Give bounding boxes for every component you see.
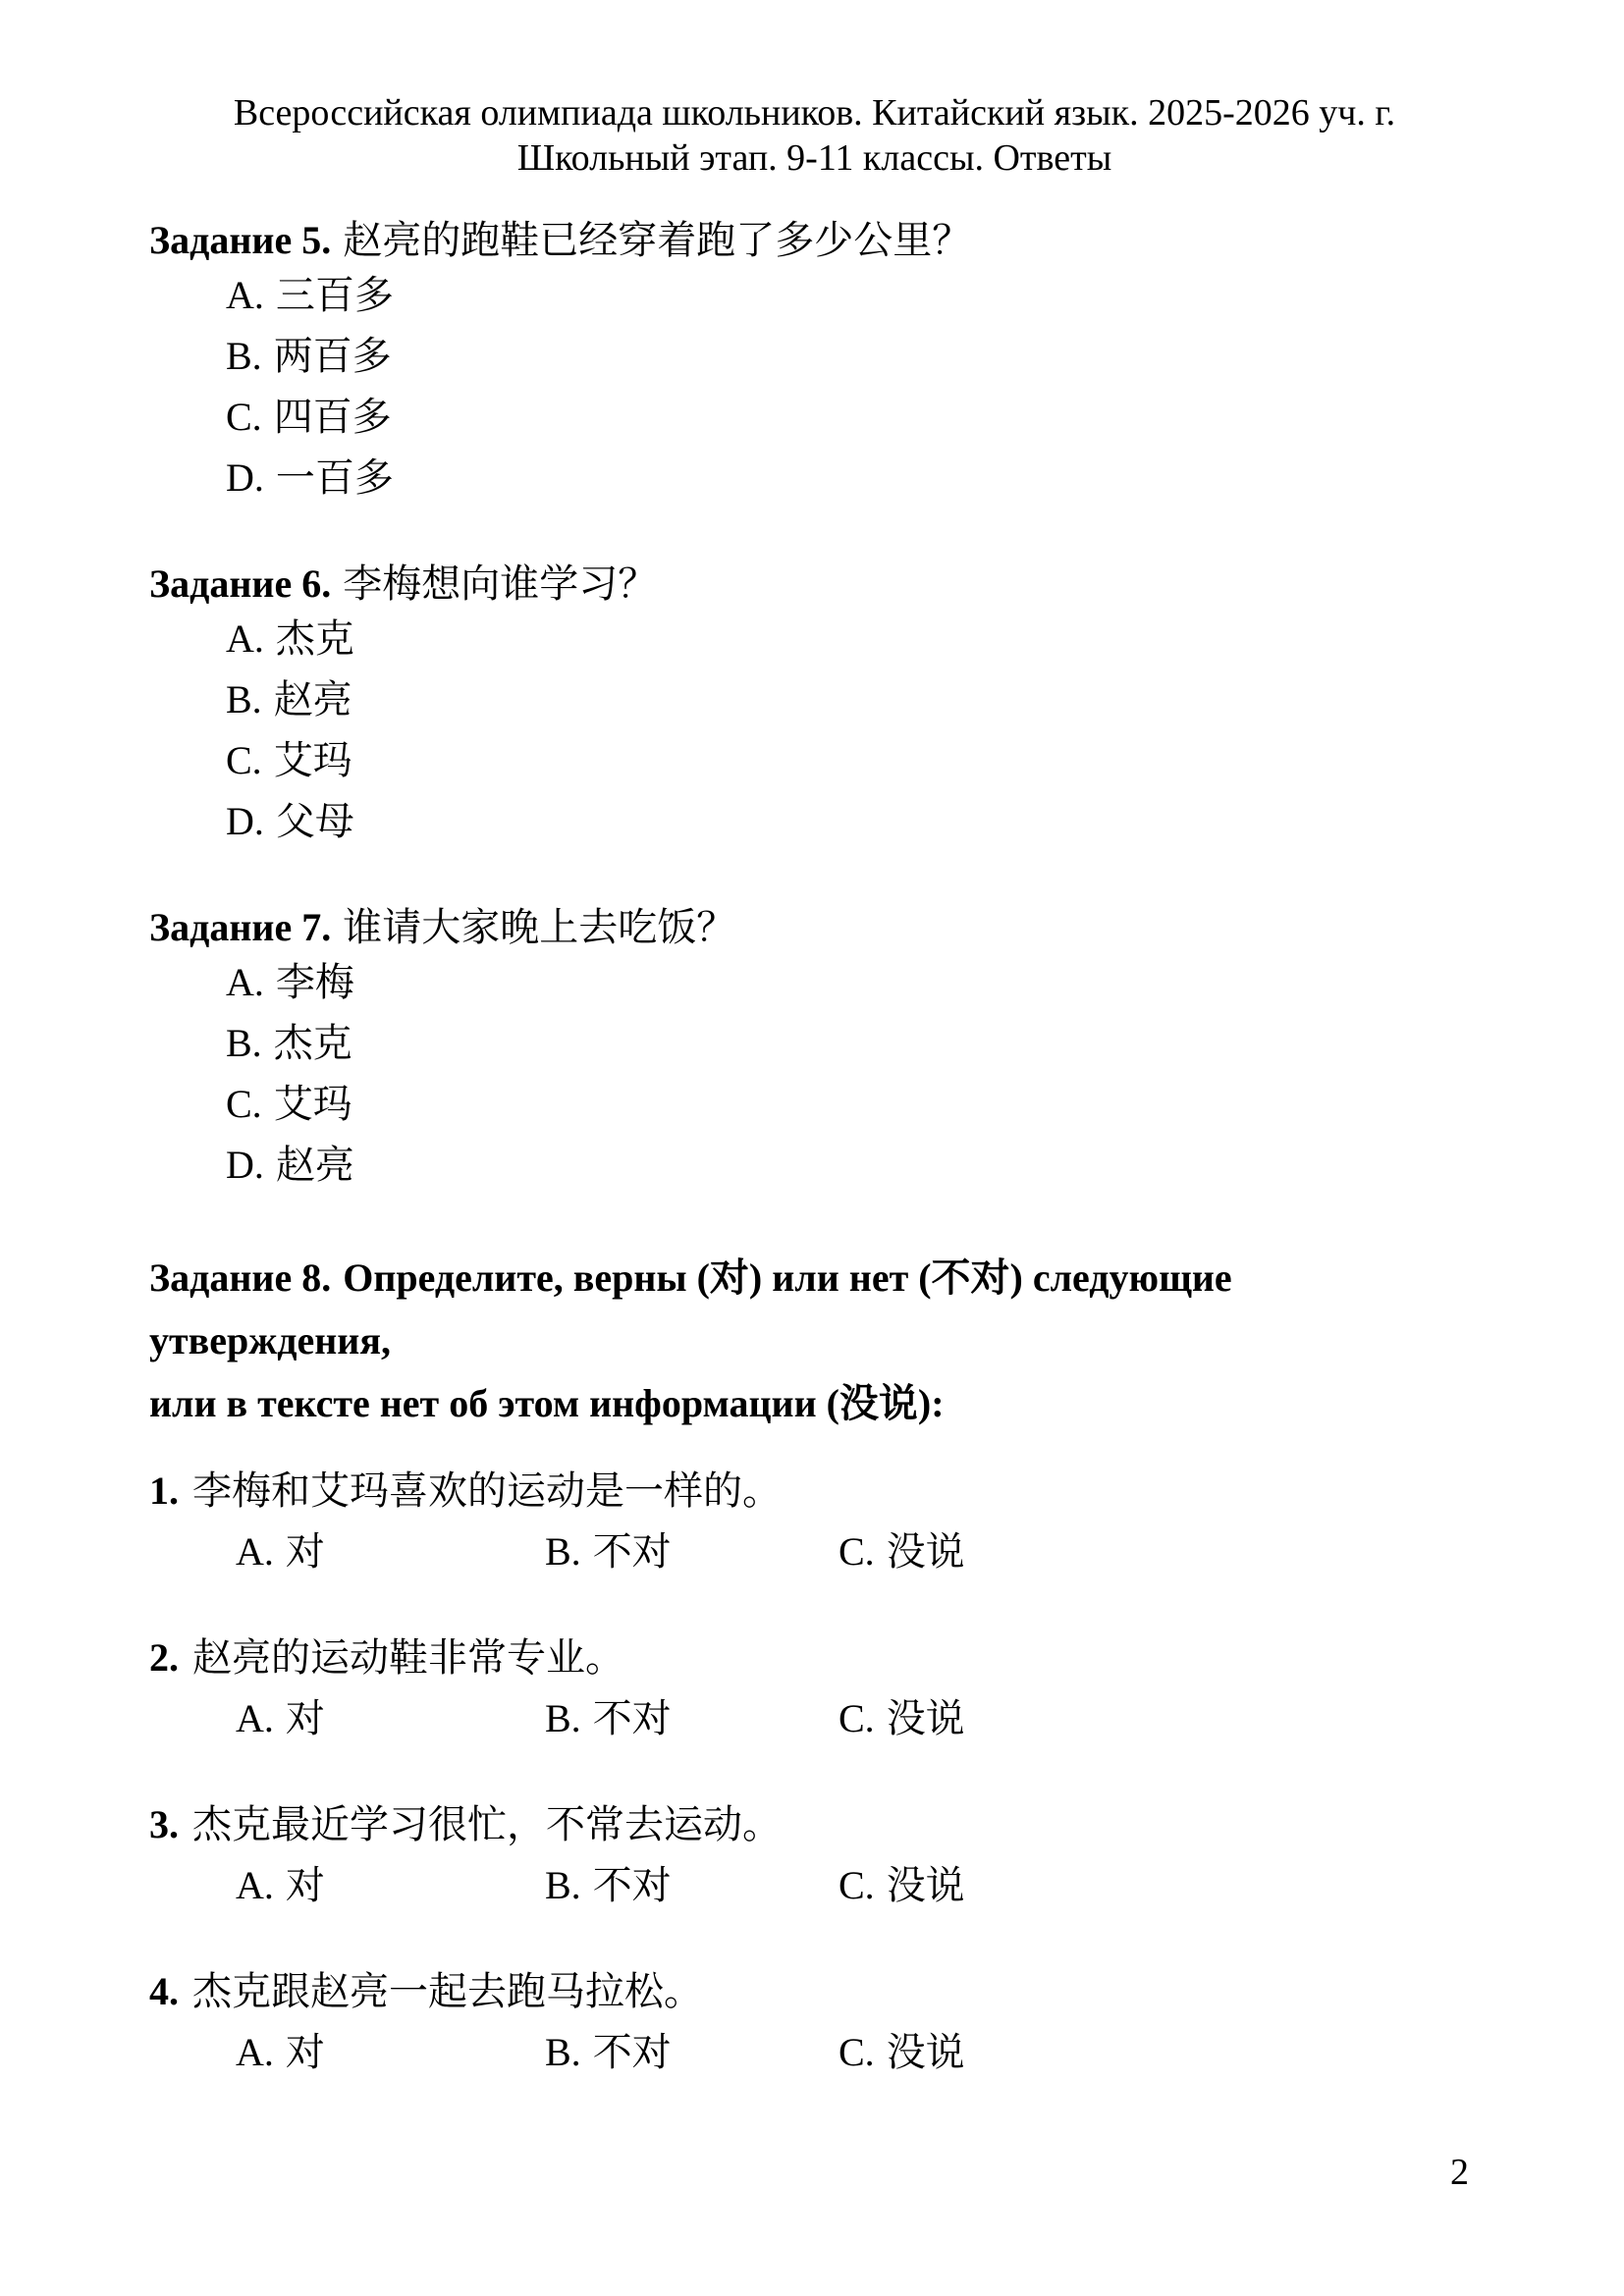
statement-1-option-c [839, 1529, 965, 1575]
option-text: 两百多 [273, 334, 392, 378]
task-7-title [149, 903, 1480, 952]
statement-1-text [149, 1468, 1480, 1514]
option-text: 杰克 [273, 1021, 352, 1065]
statement-number: 3. [149, 1802, 179, 1846]
statement-text: 杰克最近学习很忙，不常去运动。 [192, 1802, 782, 1846]
statement-4-option-c [839, 2030, 965, 2075]
statement-2-text [149, 1635, 1480, 1681]
tasks-section [149, 216, 1480, 2075]
statement-1-option-a [236, 1529, 545, 1575]
option-letter: B. [226, 677, 262, 721]
option-letter: A. [236, 1863, 274, 1907]
option-letter: B. [226, 1021, 262, 1065]
statement-3-options [149, 1863, 1480, 1908]
option-text: 没说 [886, 2030, 965, 2074]
option-text: 不对 [592, 1863, 672, 1907]
option-letter: B. [545, 1529, 581, 1574]
task-6-title [149, 560, 1480, 609]
statement-1 [149, 1468, 1480, 1575]
task-7 [149, 903, 1480, 1196]
header-line-1: Всероссийская олимпиада школьников. Китайский язык. 2025-2026 уч. г. [233, 92, 1396, 133]
statement-number: 2. [149, 1635, 179, 1680]
option-text: 杰克 [275, 616, 354, 661]
statement-4 [149, 1969, 1480, 2075]
task-7-label: Задание 7. [149, 905, 332, 949]
option-text: 父母 [275, 799, 354, 843]
task-6-option-a [226, 609, 1480, 669]
task-6-options [149, 609, 1480, 852]
task-7-option-d [226, 1135, 1480, 1196]
option-text: 对 [285, 2030, 325, 2074]
option-text: 四百多 [273, 395, 392, 439]
statement-2-option-b [545, 1696, 839, 1741]
task-7-question: 谁请大家晚上去吃饭？ [343, 905, 736, 949]
statement-1-options [149, 1529, 1480, 1575]
statement-2-option-a [236, 1696, 545, 1741]
statement-text: 李梅和艾玛喜欢的运动是一样的。 [192, 1468, 782, 1513]
task-8-title-line-2 [149, 1372, 1480, 1435]
statement-2-options [149, 1696, 1480, 1741]
statement-text: 赵亮的运动鞋非常专业。 [192, 1635, 624, 1680]
task-6-option-d [226, 791, 1480, 852]
task-5-option-d [226, 448, 1480, 508]
document-header [149, 90, 1480, 181]
task-5-question: 赵亮的跑鞋已经穿着跑了多少公里？ [343, 218, 972, 262]
task-7-option-b [226, 1013, 1480, 1074]
option-text: 没说 [886, 1696, 965, 1740]
statement-text: 杰克跟赵亮一起去跑马拉松。 [192, 1969, 703, 2013]
task-5-option-a [226, 265, 1480, 326]
task-5-options [149, 265, 1480, 508]
option-text: 对 [285, 1529, 325, 1574]
statement-3-text [149, 1802, 1480, 1847]
task-8-title-line-1 [149, 1247, 1480, 1372]
option-text: 不对 [592, 1696, 672, 1740]
statement-3-option-c [839, 1863, 965, 1908]
task-5-option-b [226, 326, 1480, 387]
option-letter: C. [839, 1529, 875, 1574]
statement-4-option-a [236, 2030, 545, 2075]
task-6-option-c [226, 730, 1480, 791]
option-letter: A. [226, 616, 264, 661]
option-text: 不对 [592, 1529, 672, 1574]
task-6-option-b [226, 669, 1480, 730]
task-8-statements [149, 1468, 1480, 2075]
option-letter: B. [545, 1696, 581, 1740]
statement-3 [149, 1802, 1480, 1908]
option-text: 没说 [886, 1529, 965, 1574]
task-8-instruction-part-2: или в тексте нет об этом информации (没说): [149, 1381, 945, 1425]
page-number: 2 [1450, 2152, 1469, 2193]
option-letter: D. [226, 799, 264, 843]
option-letter: C. [839, 2030, 875, 2074]
option-letter: A. [236, 2030, 274, 2074]
option-letter: C. [839, 1863, 875, 1907]
option-text: 赵亮 [273, 677, 352, 721]
header-line-2: Школьный этап. 9-11 классы. Ответы [516, 137, 1112, 179]
task-5-label: Задание 5. [149, 218, 332, 262]
task-8 [149, 1247, 1480, 1435]
option-letter: D. [226, 455, 264, 500]
option-letter: C. [226, 738, 262, 782]
option-letter: D. [226, 1143, 264, 1187]
option-letter: A. [236, 1696, 274, 1740]
statement-3-option-b [545, 1863, 839, 1908]
statement-4-option-b [545, 2030, 839, 2075]
option-letter: A. [226, 960, 264, 1004]
statement-2 [149, 1635, 1480, 1741]
statement-3-option-a [236, 1863, 545, 1908]
option-letter: B. [545, 2030, 581, 2074]
task-8-instruction-part-1: Определите, верны (对) или нет (不对) следующие утверждения, [149, 1255, 1232, 1362]
task-5-title [149, 216, 1480, 265]
option-text: 艾玛 [273, 738, 352, 782]
statement-4-text [149, 1969, 1480, 2014]
statement-2-option-c [839, 1696, 965, 1741]
option-letter: A. [236, 1529, 274, 1574]
option-text: 对 [285, 1696, 325, 1740]
statement-1-option-b [545, 1529, 839, 1575]
task-7-option-c [226, 1074, 1480, 1135]
task-6-question: 李梅想向谁学习？ [343, 561, 658, 606]
option-letter: B. [226, 334, 262, 378]
option-text: 赵亮 [275, 1143, 354, 1187]
task-7-option-a [226, 952, 1480, 1013]
task-6 [149, 560, 1480, 852]
task-6-label: Задание 6. [149, 561, 332, 606]
option-text: 不对 [592, 2030, 672, 2074]
statement-4-options [149, 2030, 1480, 2075]
option-letter: B. [545, 1863, 581, 1907]
option-text: 一百多 [275, 455, 394, 500]
statement-number: 1. [149, 1468, 179, 1513]
task-7-options [149, 952, 1480, 1196]
statement-number: 4. [149, 1969, 179, 2013]
option-text: 艾玛 [273, 1082, 352, 1126]
option-text: 没说 [886, 1863, 965, 1907]
option-letter: C. [226, 1082, 262, 1126]
option-text: 李梅 [275, 960, 354, 1004]
option-text: 三百多 [275, 273, 394, 317]
option-letter: C. [226, 395, 262, 439]
task-5-option-c [226, 387, 1480, 448]
option-text: 对 [285, 1863, 325, 1907]
option-letter: A. [226, 273, 264, 317]
option-letter: C. [839, 1696, 875, 1740]
task-8-label: Задание 8. [149, 1255, 332, 1300]
task-5 [149, 216, 1480, 508]
